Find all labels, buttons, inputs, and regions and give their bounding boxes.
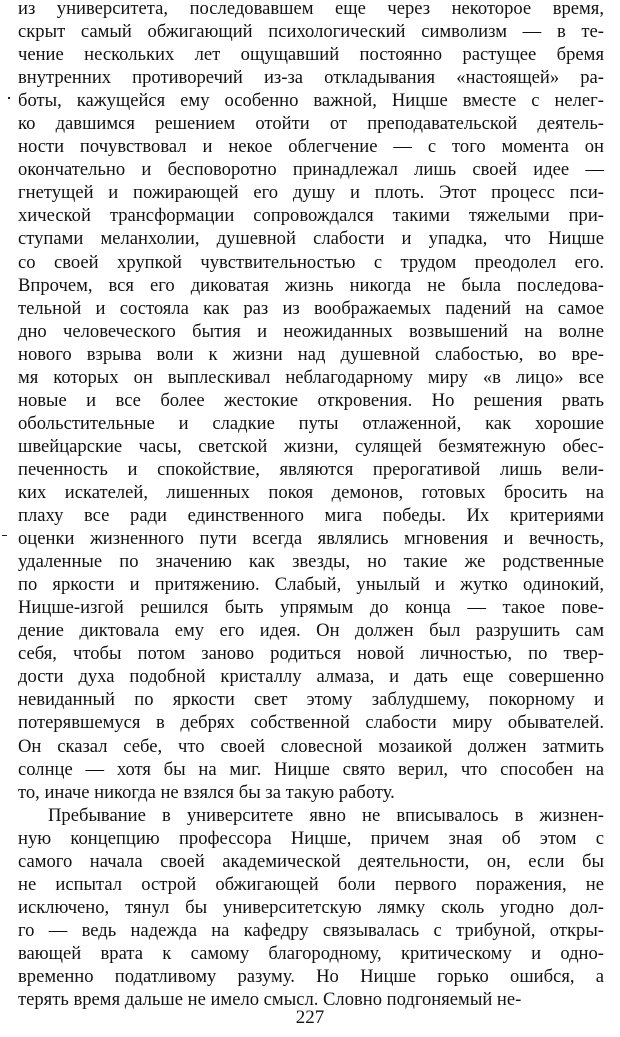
text-line: ступами меланхолии, душевной слабости и упадка, что Ницше [18, 228, 604, 250]
text-line: печенность и спокойствие, являются прерогативой лишь вели- [18, 458, 604, 480]
body-text [18, 0, 604, 1011]
text-line: ную концепцию профессора Ницше, причем зная об этом с [18, 827, 604, 849]
text-line: нового взрыва воли к жизни над душевной слабостью, во вре- [18, 343, 604, 365]
text-line: солнце — хотя бы на миг. Ницше свято верил, что способен на [18, 758, 604, 780]
text-line: ких искателей, лишенных покоя демонов, готовых бросить на [18, 481, 604, 503]
text-line: потерявшемуся в дебрях собственной слабости миру обывателей. [18, 712, 604, 734]
paragraph-2 [18, 804, 604, 1011]
text-line: Пребывание в университете явно не вписывалось в жизнен- [48, 804, 604, 826]
text-line: вающей врата к самому благородному, критическому и одно- [18, 942, 604, 964]
text-line: временно податливому разуму. Но Ницше горько ошибся, а [18, 965, 604, 987]
text-line: оценки жизненного пути всегда являлись мгновения и вечность, [18, 528, 604, 550]
text-line: дение диктовала ему его идея. Он должен был разрушить сам [18, 620, 604, 642]
text-line: новые и все более жестокие откровения. Но решения рвать [18, 389, 604, 411]
text-line: го — ведь надежда на кафедру связывалась с трибуной, откры- [18, 919, 604, 941]
text-line: дости духа подобной кристаллу алмаза, и дать еще совершенно [18, 666, 604, 688]
text-line: чение нескольких лет ощущавший постоянно растущее бремя [18, 44, 604, 66]
text-line: невиданный по яркости свет этому заблудшему, покорному и [18, 689, 604, 711]
text-line: самого начала своей академической деятельности, он, если бы [18, 850, 604, 872]
text-line: Впрочем, вся его диковатая жизнь никогда не была последова- [18, 274, 604, 296]
text-line: дно человеческого бытия и неожиданных возвышений на волне [18, 320, 604, 342]
text-line: то, иначе никогда не взялся бы за такую работу. [18, 781, 395, 803]
text-line: по яркости и притяжению. Слабый, унылый и жутко одинокий, [18, 574, 604, 596]
text-line: плаху все ради единственного мига победы. Их критериями [18, 505, 604, 527]
text-line: внутренних противоречий из-за откладывания «настоящей» ра- [18, 67, 604, 89]
text-line: швейцарские часы, светской жизни, сулящей безмятежную обес- [18, 435, 604, 457]
scan-artifact-mark [8, 97, 10, 99]
text-line: исключено, тянул бы университетскую лямку сколь угодно дол- [18, 896, 604, 918]
text-line: хической трансформации сопровождался такими тяжелыми при- [18, 205, 604, 227]
text-line: тельной и состояла как раз из воображаемых падений на самое [18, 297, 604, 319]
text-line: боты, кажущейся ему особенно важной, Ницше вместе с нелег- [18, 90, 604, 112]
paragraph-1 [18, 0, 604, 804]
text-line: Он сказал себе, что своей словесной мозаикой должен затмить [18, 735, 604, 757]
page-number: 227 [295, 1007, 325, 1028]
text-line: ко давшимся решением отойти от преподавательской деятель- [18, 113, 604, 135]
text-line: со своей хрупкой чувствительностью с трудом преодолел его. [18, 251, 604, 273]
scan-artifact-mark [2, 535, 7, 536]
text-line: себя, чтобы потом заново родиться новой личностью, по твер- [18, 643, 604, 665]
text-line: обольстительные и сладкие путы отлаженной, как хорошие [18, 412, 604, 434]
text-line: ности почувствовал и некое облегчение — с того момента он [18, 136, 604, 158]
text-line: из университета, последовавшем еще через некоторое время, [18, 0, 604, 19]
text-line: удаленные по значению как звезды, но такие же родственные [18, 551, 604, 573]
text-line: терять время дальше не имело смысл. Словно подгоняемый не- [18, 989, 522, 1011]
text-line: не испытал острой обжигающей боли первого поражения, не [18, 873, 604, 895]
text-line: Ницше-изгой решился быть упрямым до конца — такое пове- [18, 597, 604, 619]
text-line: окончательно и бесповоротно принадлежал лишь своей идее — [18, 159, 604, 181]
text-line: мя которых он выплескивал неблагодарному миру «в лицо» все [18, 366, 604, 388]
text-line: гнетущей и пожирающей его душу и плоть. Этот процесс пси- [18, 182, 604, 204]
text-line: скрыт самый обжигающий психологический символизм — в те- [18, 21, 604, 43]
